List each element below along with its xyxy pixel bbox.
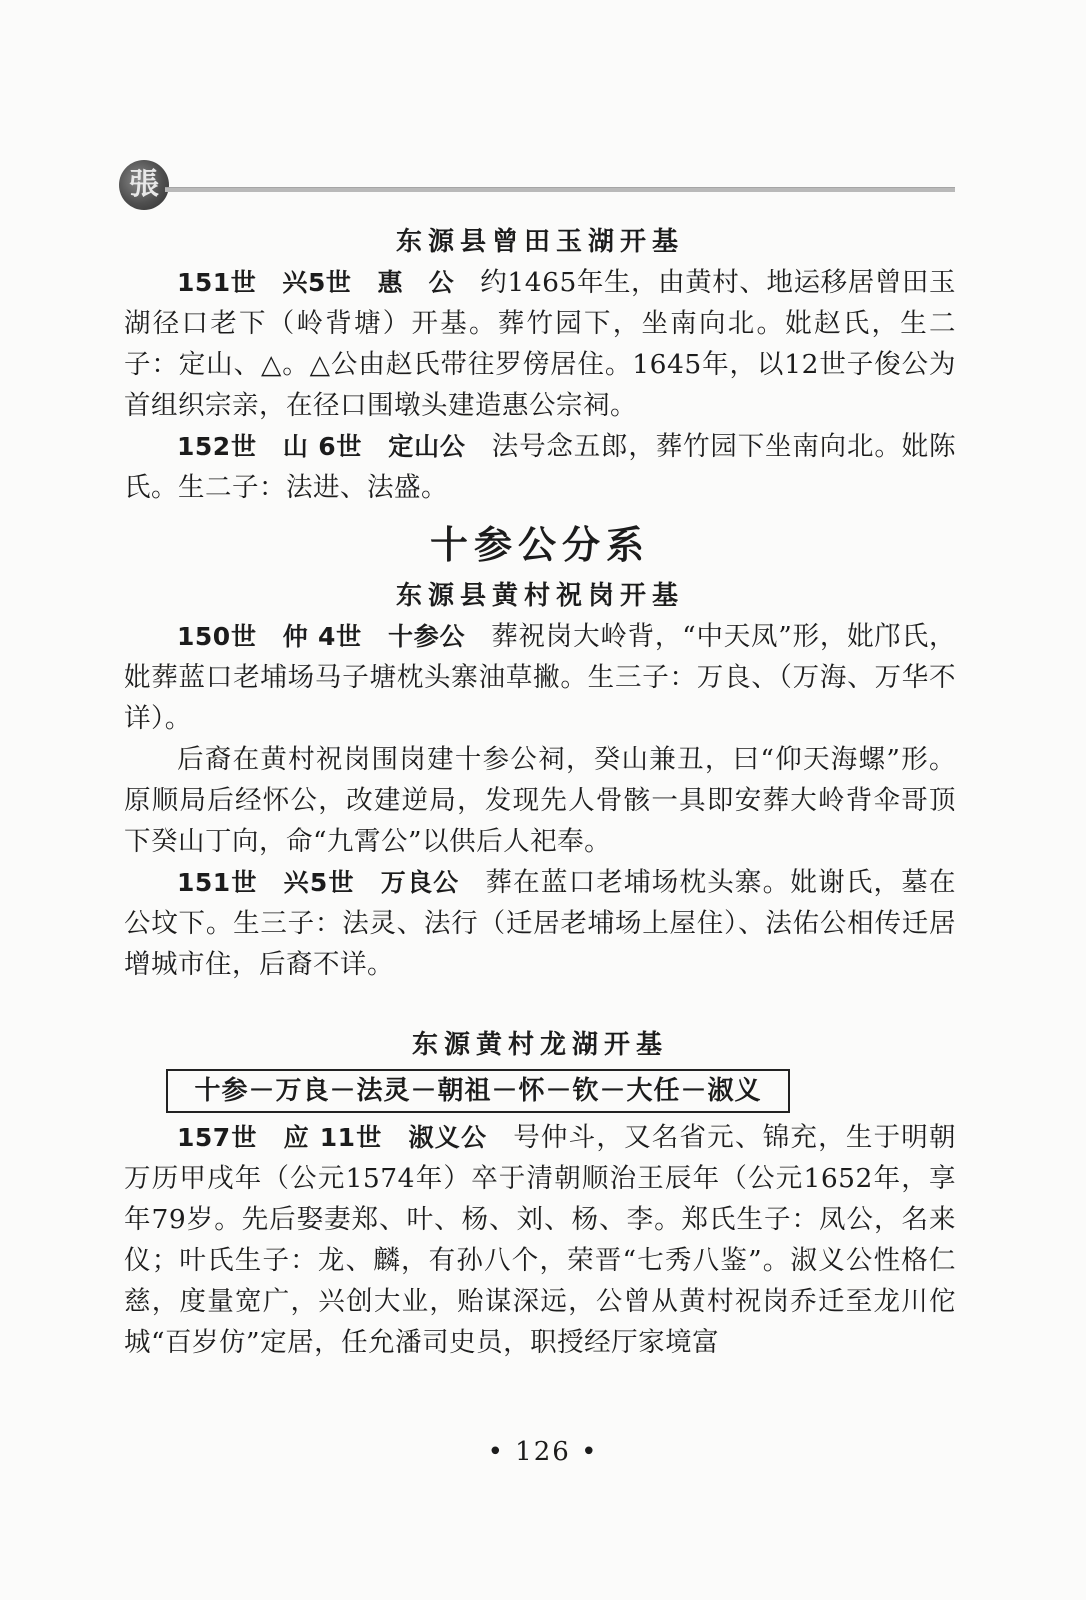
generation-label: 157世: [177, 1123, 258, 1152]
emblem-char: 張: [129, 167, 159, 202]
paragraph: [124, 1117, 956, 1363]
generation-label: 兴5世: [282, 268, 352, 297]
ancestor-name: 十参公: [387, 622, 466, 651]
main-content: [124, 222, 956, 1363]
paragraph: [124, 739, 956, 862]
section-gap: [124, 985, 956, 1025]
generation-label: 152世: [177, 432, 257, 461]
paragraph: [124, 862, 956, 985]
ancestor-name: 定山公: [388, 432, 466, 461]
generation-label: 仲 4世: [282, 622, 362, 651]
paragraph-text: 号仲斗，又名省元、锦充，生于明朝万历甲戌年（公元1574年）卒于清朝顺治王辰年（公元1652年，享年79岁。先后娶妻郑、叶、杨、刘、杨、李。郑氏生子：凤公，名来仪；叶氏生子：龙、麟，有孙八个，荣晋“七秀八鉴”。淑义公性格仁慈，度量宽广，兴创大业，贻谋深远，公曾从黄村祝岗乔迁至龙川佗城“百岁仿”定居，任允潘司史员，职授经厅家境富: [124, 1122, 957, 1358]
section-title: 东源黄村龙湖开基: [411, 1030, 668, 1060]
section-title: 东源县曾田玉湖开基: [395, 227, 684, 257]
header-rule: [165, 187, 955, 192]
generation-label: 应 11世: [283, 1123, 383, 1152]
paragraph-text: 约1465年生，由黄村、地运移居曾田玉湖径口老下（岭背塘）开基。葬竹园下，坐南向北。妣赵氏，生二子：定山、△。△公由赵氏带往罗傍居住。1645年，以12世子俊公为首组织宗亲，在径口围墩头建造惠公宗祠。: [124, 267, 956, 421]
paragraph: [124, 616, 956, 739]
generation-label: 151世: [177, 268, 257, 297]
generation-label: 山 6世: [282, 432, 363, 461]
ancestor-name: 惠 公: [377, 268, 455, 297]
clan-emblem-icon: [119, 160, 169, 210]
generation-label: 兴5世: [283, 868, 355, 897]
ancestor-name: 万良公: [380, 868, 460, 897]
page-number: • 126 •: [487, 1437, 599, 1467]
generation-label: 151世: [177, 868, 258, 897]
lineage-box: 十参－万良－法灵－朝祖－怀－钦－大任－淑义: [166, 1069, 790, 1113]
paragraph: [124, 262, 956, 426]
generation-label: 150世: [177, 622, 257, 651]
paragraph-text: 葬祝岗大岭背，“中天凤”形，妣邝氏，妣葬蓝口老埔场马子塘枕头寨油草撇。生三子：万良、（万海、万华不详）。: [124, 621, 956, 734]
paragraph: [124, 426, 956, 508]
paragraph-text: 法号念五郎，葬竹园下坐南向北。妣陈氏。生二子：法进、法盛。: [124, 431, 956, 503]
section-title: 东源县黄村祝岗开基: [395, 581, 684, 611]
paragraph-text: 葬在蓝口老埔场枕头寨。妣谢氏，墓在公坟下。生三子：法灵、法行（迁居老埔场上屋住）、法佑公相传迁居增城市住，后裔不详。: [124, 867, 956, 980]
branch-title: 十参公分系: [429, 523, 650, 567]
paragraph-text: 后裔在黄村祝岗围岗建十参公祠，癸山兼丑，曰“仰天海螺”形。原顺局后经怀公，改建逆局，发现先人骨骸一具即安葬大岭背伞哥顶下癸山丁向，命“九霄公”以供后人祀奉。: [124, 744, 956, 857]
ancestor-name: 淑义公: [408, 1123, 488, 1152]
